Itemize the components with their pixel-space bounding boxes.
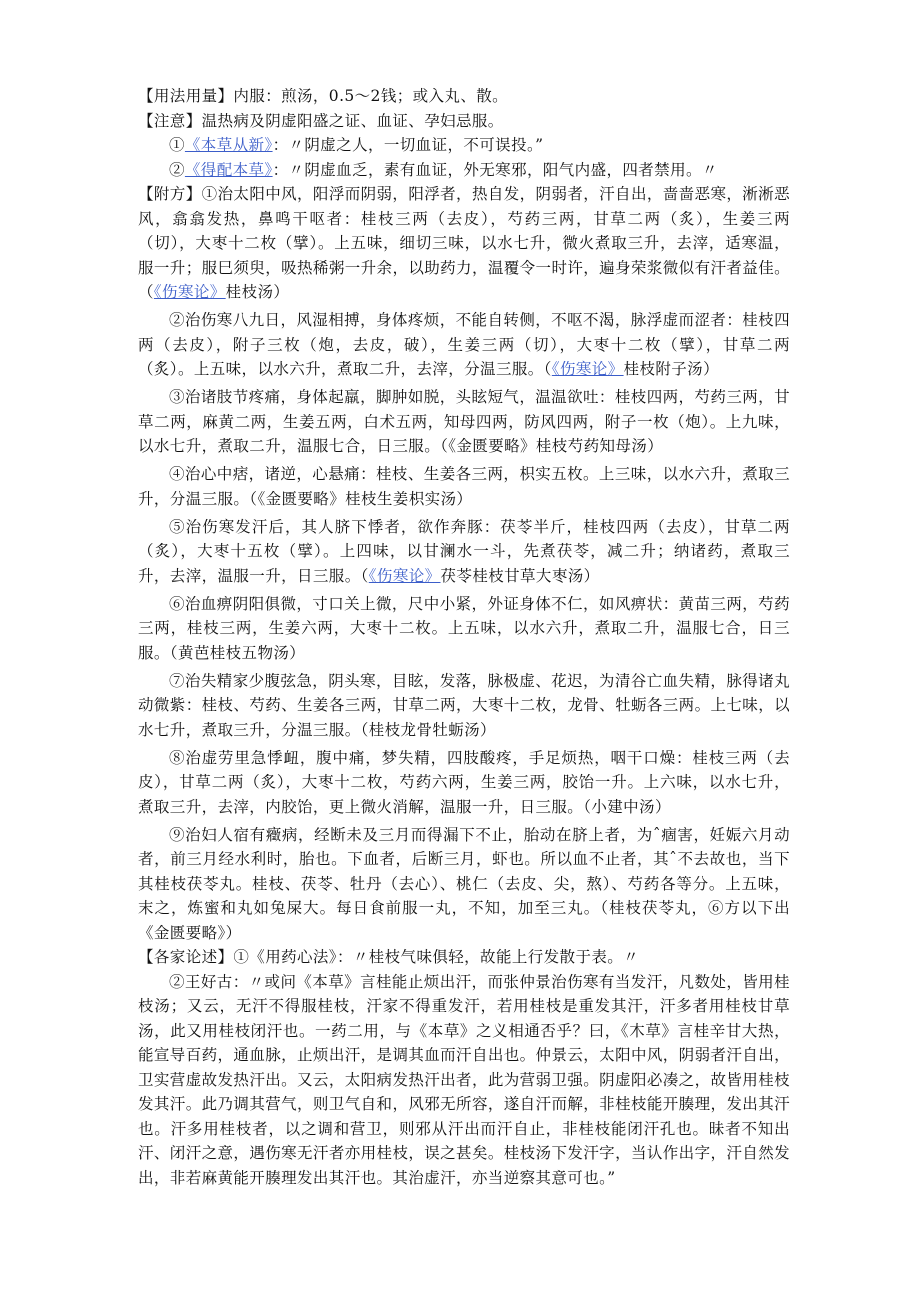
formula-item-5	[138, 515, 790, 589]
formula-item-7	[138, 669, 790, 743]
formula-name: 桂枝附子汤）	[623, 360, 719, 378]
caution-label: 【注意】	[138, 111, 202, 130]
formula-text: ④治心中痞，诸逆，心悬痛：桂枝、生姜各三两，枳实五枚。上三味，以水六升，煮取三升，分温三服。（《金匮要略》桂枝生姜枳实汤）	[138, 465, 790, 508]
quote-text: ：〃阴虚之人，一切血证，不可误投。”	[272, 136, 544, 154]
document-body	[138, 84, 790, 1194]
source-link-bencao-congxin[interactable]: 《本草从新》	[184, 136, 273, 154]
commentary-intro	[138, 945, 790, 970]
formula-text: ⑨治妇人宿有癥病，经断未及三月而得漏下不止，胎动在脐上者，为ˆ痼害，妊娠六月动者，前三月经水利时，胎也。下血者，后断三月，虾也。所以血不止者，其ˆ不去故也，当下其桂枝茯苓丸。桂枝、茯苓、牡丹（去心）、桃仁（去皮、尖，熬）、芍药各等分。上五味，末之，炼蜜和丸如兔屎大。每日食前服一丸，不知，加至三丸。（桂枝茯苓丸，⑥方以下出《金匮要略》）	[138, 825, 790, 942]
usage-text: 内服：煎汤，0.5～2钱；或入丸、散。	[233, 87, 509, 105]
source-link-shanghanlun[interactable]: 《伤寒论》	[551, 360, 624, 378]
caution-text: 温热病及阴虚阳盛之证、血证、孕妇忌服。	[201, 111, 504, 130]
quote-text: ：〃阴虚血乏，素有血证，外无寒邪，阳气内盛，四者禁用。〃	[272, 160, 718, 179]
formula-item-3	[138, 385, 790, 459]
caution-quote-1	[138, 133, 790, 158]
formula-name: 茯苓桂枝甘草大枣汤）	[440, 566, 600, 585]
commentary-intro-text: ①《用药心法》：〃桂枝气味俱轻，故能上行发散于表。〃	[233, 948, 640, 966]
formula-item-2	[138, 308, 790, 382]
formula-item-8	[138, 746, 790, 820]
formulas-label: 【附方】	[138, 185, 202, 203]
formula-item-4	[138, 462, 790, 511]
formula-text: ③治诸肢节疼痛，身体起羸，脚肿如脱，头眩短气，温温欲吐：桂枝四两，芍药三两，甘草二两，麻黄二两，生姜五两，白术五两，知母四两，防风四两，附子一枚（炮）。上九味，以水七升，煮取二升，温服七合，日三服。（《金匮要略》桂枝芍药知母汤）	[138, 388, 790, 455]
commentary-body-text: ②王好古：〃或问《本草》言桂能止烦出汗，而张仲景治伤寒有当发汗，凡数处，皆用桂枝汤；又云，无汗不得服桂枝，汗家不得重发汗，若用桂枝是重发其汗，汗多者用桂枝甘草汤，此又用桂枝闭汗也。一药二用，与《本草》之义相通否乎？曰，《木草》言桂辛甘大热，能宣导百药，通血脉，止烦出汗，是调其血而汗自出也。仲景云，太阳中风，阴弱者汗自出，卫实营虚故发热汗出。又云，太阳病发热汗出者，此为营弱卫强。阴虚阳必凑之，故皆用桂枝发其汗。此乃调其营气，则卫气自和，风邪无所容，遂自汗而解，非桂枝能开腠理，发出其汗也。汗多用桂枝者，以之调和营卫，则邪从汗出而汗自止，非桂枝能闭汗孔也。昧者不知出汗、闭汗之意，遇伤寒无汗者亦用桂枝，误之甚矣。桂枝汤下发汗字，当认作出字，汗自然发出，非若麻黄能开腠理发出其汗也。其治虚汗，亦当逆察其意可也。”	[138, 972, 790, 1187]
commentary-label: 【各家论述】	[138, 948, 234, 966]
formula-name: 桂枝汤）	[225, 283, 290, 301]
usage-paragraph	[138, 84, 790, 109]
formula-text: ②治伤寒八九日，风湿相搏，身体疼烦，不能自转侧，不呕不渴，脉浮虚而涩者：桂枝四两（去皮），附子三枚（炮，去皮，破），生姜三两（切），大枣十二枚（擘），甘草二两（炙）。上五味，以水六升，煮取二升，去滓，分温三服。（	[138, 311, 790, 378]
formula-item-9	[138, 823, 790, 946]
formula-text: ⑤治伤寒发汗后，其人脐下悸者，欲作奔豚：茯苓半斤，桂枝四两（去皮），甘草二两（炙），大枣十五枚（擘）。上四味，以甘澜水一斗，先煮茯苓，减二升；纳诸药，煮取三升，去滓，温服一升，日三服。（	[138, 517, 790, 585]
source-link-shanghanlun[interactable]: 《伤寒论》	[368, 566, 441, 585]
commentary-body	[138, 970, 790, 1191]
quote-num: ②	[169, 160, 185, 179]
formula-item-1	[138, 182, 790, 305]
usage-label: 【用法用量】	[138, 87, 234, 105]
formula-text: ⑦治失精家少腹弦急，阴头寒，目眩，发落，脉极虚、花迟，为清谷亡血失精，脉得诸丸动微紫：桂枝、芍药、生姜各三两，甘草二两，大枣十二枚，龙骨、牡蛎各三两。上七味，以水七升，煮取三升，分温三服。（桂枝龙骨牡蛎汤）	[138, 671, 790, 739]
formula-item-6	[138, 592, 790, 666]
source-link-depei-bencao[interactable]: 《得配本草》	[184, 160, 273, 179]
formula-text: ⑧治虚劳里急悸衄，腹中痛，梦失精，四肢酸疼，手足烦热，咽干口燥：桂枝三两（去皮），甘草二两（炙），大枣十二枚，芍药六两，生姜三两，胶饴一升。上六味，以水七升，煮取三升，去滓，内胶饴，更上微火消解，温服一升，日三服。（小建中汤）	[138, 748, 790, 816]
quote-num: ①	[169, 136, 185, 154]
formula-text: ⑥治血痹阴阳俱微，寸口关上微，尺中小紧，外证身体不仁，如风痹状：黄苗三两，芍药三两，桂枝三两，生姜六两，大枣十二枚。上五味，以水六升，煮取二升，温服七合，日三服。（黄芭桂枝五物汤）	[138, 594, 790, 662]
caution-quote-2	[138, 158, 790, 183]
formula-text: ①治太阳中风，阳浮而阴弱，阳浮者，热自发，阴弱者，汗自出，啬啬恶寒，淅淅恶风，翕翕发热，鼻鸣干呕者：桂枝三两（去皮），芍药三两，甘草二两（炙），生姜三两（切），大枣十二枚（擘）。上五味，细切三味，以水七升，微火煮取三升，去滓，适寒温，服一升；服巳须臾，吸热稀粥一升余，以助药力，温覆令一时许，遍身荣浆微似有汗者益佳。（	[138, 185, 790, 301]
source-link-shanghanlun[interactable]: 《伤寒论》	[153, 283, 226, 301]
caution-paragraph	[138, 109, 790, 134]
